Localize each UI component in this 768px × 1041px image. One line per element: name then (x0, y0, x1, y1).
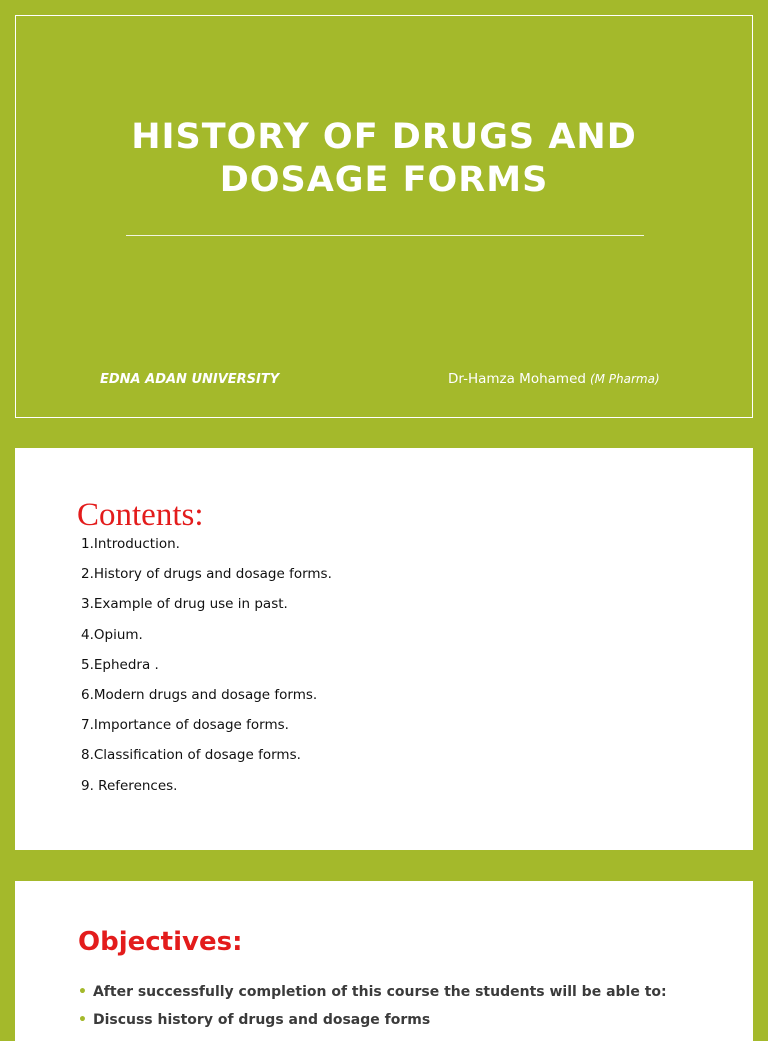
title-line-2: DOSAGE FORMS (219, 160, 549, 200)
contents-item: 9. References. (81, 777, 178, 794)
objective-text: Discuss history of drugs and dosage forms (92, 1012, 431, 1028)
contents-item: 3.Example of drug use in past. (81, 596, 288, 613)
university-name: EDNA ADAN UNIVERSITY (100, 372, 280, 387)
contents-item: 5.Ephedra . (81, 656, 159, 673)
presenter-name: Dr-Hamza Mohamed (448, 371, 586, 387)
contents-item: 7.Importance of dosage forms. (81, 717, 289, 734)
contents-item: 1.Introduction. (81, 536, 180, 552)
contents-item: 6.Modern drugs and dosage forms. (81, 686, 318, 703)
presenter-credential: (M Pharma) (589, 372, 660, 386)
objective-bullet (78, 981, 667, 1009)
objectives-list (78, 981, 667, 1037)
objectives-heading: Objectives: (78, 927, 243, 957)
contents-heading: Contents: (77, 497, 204, 533)
contents-item: 4.Opium. (81, 626, 143, 643)
contents-item: 2.History of drugs and dosage forms. (81, 566, 332, 583)
bullet-dot-icon: • (78, 984, 87, 1000)
contents-list (81, 534, 332, 806)
title-line-1: HISTORY OF DRUGS AND (131, 117, 637, 157)
bullet-dot-icon: • (78, 1012, 87, 1028)
presentation-title (16, 116, 752, 202)
objectives-slide (15, 881, 753, 1041)
contents-item: 8.Classification of dosage forms. (81, 747, 301, 764)
objective-text: After successfully completion of this course the students will be able to: (92, 984, 667, 1000)
title-divider (126, 235, 644, 236)
title-slide (15, 15, 753, 418)
objective-bullet (78, 1009, 667, 1037)
contents-slide (15, 448, 753, 850)
presenter-info (448, 371, 660, 387)
